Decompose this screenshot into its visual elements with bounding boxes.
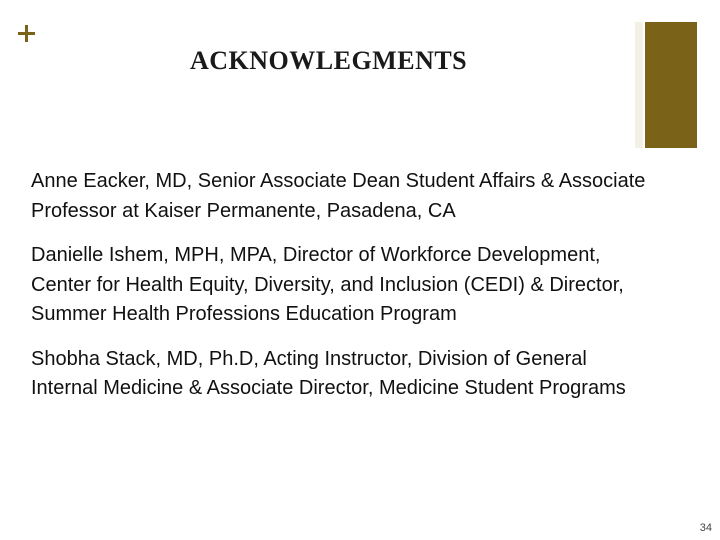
slide-title: ACKNOWLEGMENTS (190, 46, 468, 75)
acknowledgment-paragraph: Anne Eacker, MD, Senior Associate Dean Student Affairs & Associate Professor at Kaiser Permanente, Pasadena, CA (31, 170, 646, 222)
plus-icon (16, 22, 38, 44)
acknowledgment-paragraph: Danielle Ishem, MPH, MPA, Director of Workforce Development, Center for Health Equity, Diversity, and Inclusion (CEDI) & Director, Summer Health Professions Education Program (31, 244, 624, 325)
page-number: 34 (699, 522, 712, 534)
acknowledgment-paragraph: Shobha Stack, MD, Ph.D, Acting Instructor, Division of General Internal Medicine & Associate Director, Medicine Student Programs (31, 347, 626, 399)
accent-strip (635, 22, 643, 148)
accent-block (645, 22, 697, 148)
acknowledgment-list (31, 167, 691, 404)
